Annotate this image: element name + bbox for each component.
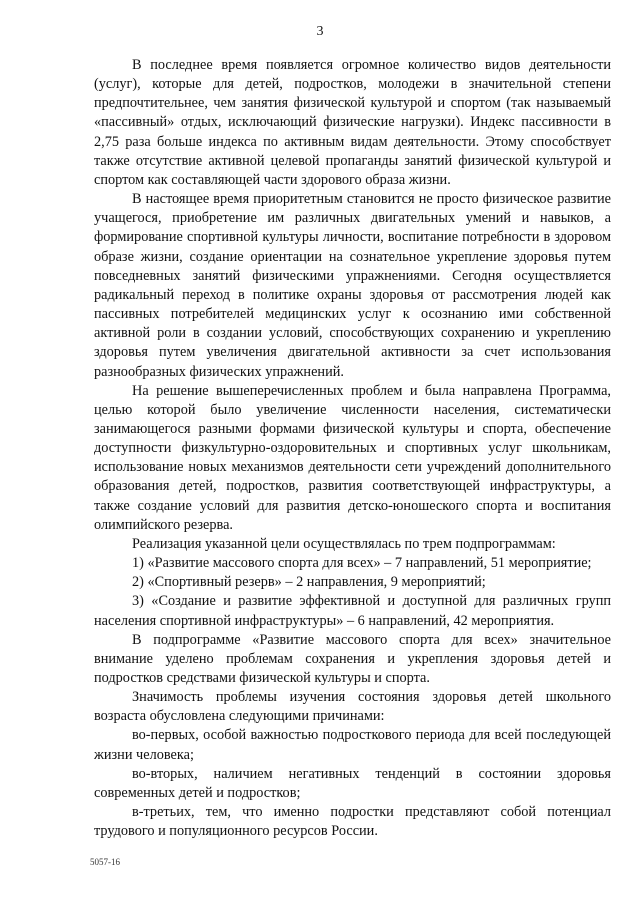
list-item-secondly: во-вторых, наличием негативных тенденций в состоянии здоровья современных детей и подростков; bbox=[94, 765, 611, 801]
page-number: 3 bbox=[316, 24, 324, 39]
paragraph-sports-culture: В настоящее время приоритетным становится не просто физическое развитие учащегося, приобретение им различных двигательных умений и навыков, а формирование спортивной культуры личности, воспитание потребности в здоровом образе жизни, создание ориентации на сознательное укрепление здоровья путем повседневных занятий физическими упражнениями. Сегодня осуществляется радикальный переход в политике охраны здоровья от рассмотрения людей как пассивных потребителей медицинских услуг к осознанию ими собственной активной роли в создании условий, способствующих сохранению и укреплению здоровья путем увеличения двигательной активности за счет использования разнообразных физических упражнений. bbox=[94, 191, 611, 380]
list-item-sports-reserve: 2) «Спортивный резерв» – 2 направления, 9 мероприятий; bbox=[132, 574, 486, 591]
list-item-firstly: во-первых, особой важностью подросткового периода для всей последующей жизни человека; bbox=[94, 727, 611, 763]
paragraph-significance: Значимость проблемы изучения состояния здоровья детей школьного возраста обусловлена следующими причинами: bbox=[94, 689, 611, 725]
list-item-thirdly: в-третьих, тем, что именно подростки представляют собой потенциал трудового и популяционного ресурсов России. bbox=[94, 804, 611, 840]
document-body bbox=[94, 56, 611, 841]
list-item-infrastructure: 3) «Создание и развитие эффективной и доступной для различных групп населения спортивной инфраструктуры» – 6 направлений, 42 мероприятия. bbox=[94, 593, 611, 629]
paragraph-passive-leisure: В последнее время появляется огромное количество видов деятельности (услуг), которые для детей, подростков, молодежи в значительной степени предпочтительнее, чем занятия физической культурой и спортом (так называемый «пассивный» отдых, исключающий физические нагрузки). Индекс пассивности в 2,75 раза больше индекса по активным видам деятельности. Этому способствует также отсутствие активной целевой пропаганды занятий физической культурой и спортом как составляющей части здорового образа жизни. bbox=[94, 57, 611, 188]
document-code: 5057-16 bbox=[90, 857, 120, 867]
paragraph-program-goal: На решение вышеперечисленных проблем и была направлена Программа, целью которой было увеличение численности населения, систематически занимающегося разными формами физической культуры и спорта, обеспечение доступности физкультурно-оздоровительных и спортивных услуг школьникам, использование новых механизмов деятельности сети учреждений дополнительного образования детей, подростков, развития соответствующей инфраструктуры, а также создание условий для развития детско-юношеского спорта и воспитания олимпийского резерва. bbox=[94, 382, 611, 533]
list-item-mass-sport: 1) «Развитие массового спорта для всех» – 7 направлений, 51 мероприятие; bbox=[132, 555, 592, 572]
paragraph-subprograms-intro: Реализация указанной цели осуществлялась по трем подпрограммам: bbox=[132, 535, 556, 552]
paragraph-child-health: В подпрограмме «Развитие массового спорта для всех» значительное внимание уделено проблемам сохранения и укрепления здоровья детей и подростков средствами физической культуры и спорта. bbox=[94, 631, 611, 686]
